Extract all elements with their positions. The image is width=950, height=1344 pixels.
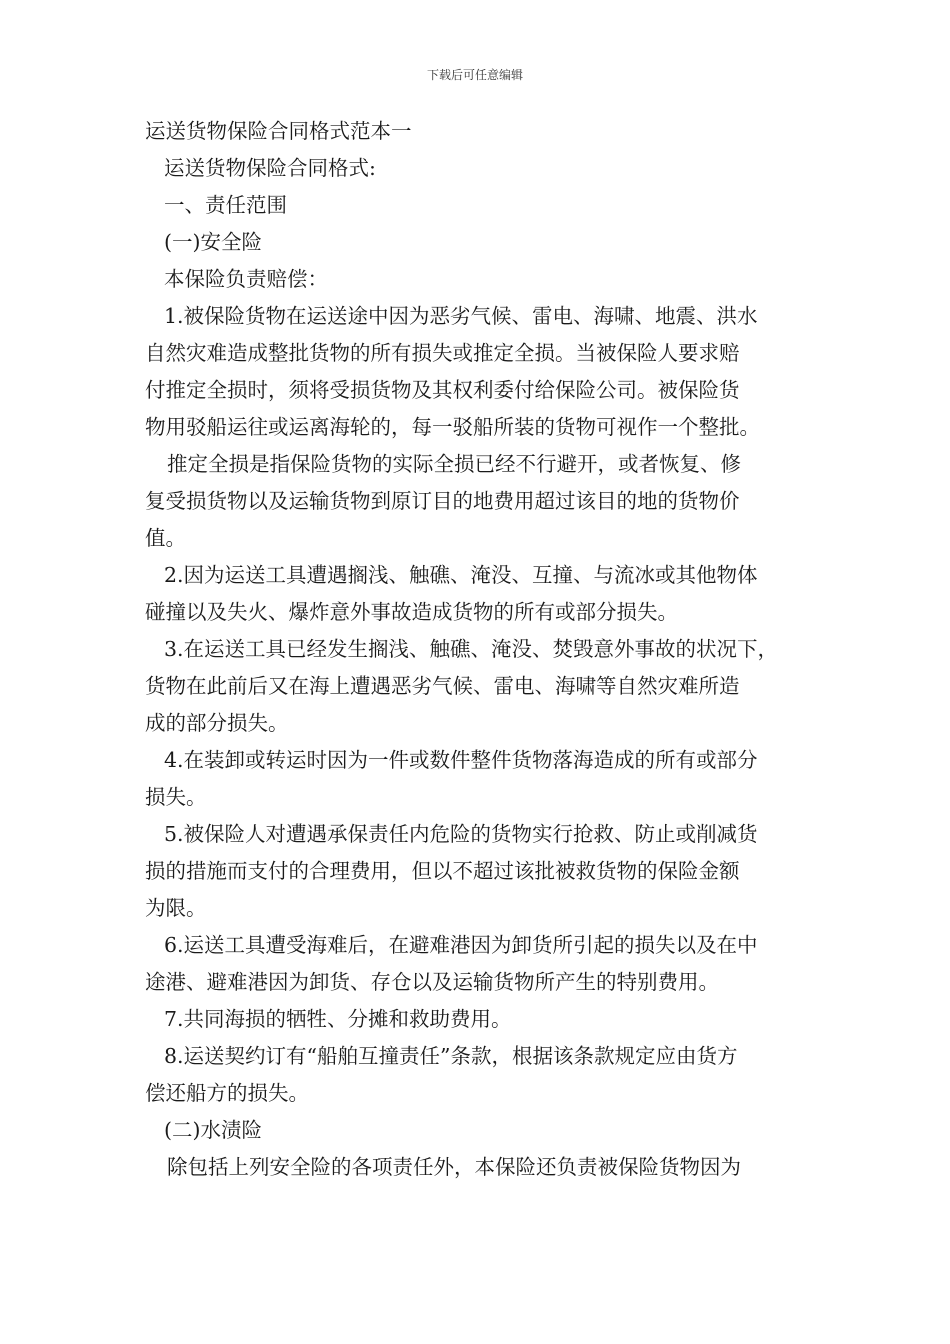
text-line: 成的部分损失。 <box>145 711 289 735</box>
text-line: 3.在运送工具已经发生搁浅、触礁、淹没、焚毁意外事故的状况下， <box>164 637 779 661</box>
text-line: 物用驳船运往或运离海轮的，每一驳船所装的货物可视作一个整批。 <box>145 415 760 439</box>
text-line: 值。 <box>145 526 186 550</box>
text-line: (一)安全险 <box>164 230 262 254</box>
text-line: 本保险负责赔偿： <box>164 267 328 291</box>
text-line: 损的措施而支付的合理费用，但以不超过该批被救货物的保险金额 <box>145 859 740 883</box>
text-line: 4.在装卸或转运时因为一件或数件整件货物落海造成的所有或部分 <box>164 748 758 772</box>
text-line: (二)水渍险 <box>164 1118 262 1142</box>
text-line: 5.被保险人对遭遇承保责任内危险的货物实行抢救、防止或削减货 <box>164 822 758 846</box>
text-line: 货物在此前后又在海上遭遇恶劣气候、雷电、海啸等自然灾难所造 <box>145 674 740 698</box>
text-line: 运送货物保险合同格式: <box>164 156 376 180</box>
text-line: 自然灾难造成整批货物的所有损失或推定全损。当被保险人要求赔 <box>145 341 740 365</box>
text-line: 2.因为运送工具遭遇搁浅、触礁、淹没、互撞、与流冰或其他物体 <box>164 563 758 587</box>
text-line: 付推定全损时，须将受损货物及其权利委付给保险公司。被保险货 <box>145 378 740 402</box>
text-line: 损失。 <box>145 785 207 809</box>
text-line: 偿还船方的损失。 <box>145 1081 309 1105</box>
text-line: 碰撞以及失火、爆炸意外事故造成货物的所有或部分损失。 <box>145 600 678 624</box>
text-line: 1.被保险货物在运送途中因为恶劣气候、雷电、海啸、地震、洪水 <box>164 304 758 328</box>
document-lines <box>145 150 815 1186</box>
text-line: 推定全损是指保险货物的实际全损已经不行避开，或者恢复、修 <box>167 452 741 476</box>
text-line: 复受损货物以及运输货物到原订目的地费用超过该目的地的货物价 <box>145 489 740 513</box>
text-line: 8.运送契约订有“船舶互撞责任”条款，根据该条款规定应由货方 <box>164 1044 738 1068</box>
text-line: 7.共同海损的牺牲、分摊和救助费用。 <box>164 1007 512 1031</box>
document-title: 运送货物保险合同格式范本一 <box>145 119 412 143</box>
document-body <box>145 113 815 1186</box>
text-line: 6.运送工具遭受海难后，在避难港因为卸货所引起的损失以及在中 <box>164 933 758 957</box>
text-line: 一、责任范围 <box>164 193 287 217</box>
text-line: 途港、避难港因为卸货、存仓以及运输货物所产生的特别费用。 <box>145 970 719 994</box>
text-line: 为限。 <box>145 896 207 920</box>
text-line: 除包括上列安全险的各项责任外，本保险还负责被保险货物因为 <box>167 1155 741 1179</box>
page-header: 下载后可任意编辑 <box>426 68 523 82</box>
